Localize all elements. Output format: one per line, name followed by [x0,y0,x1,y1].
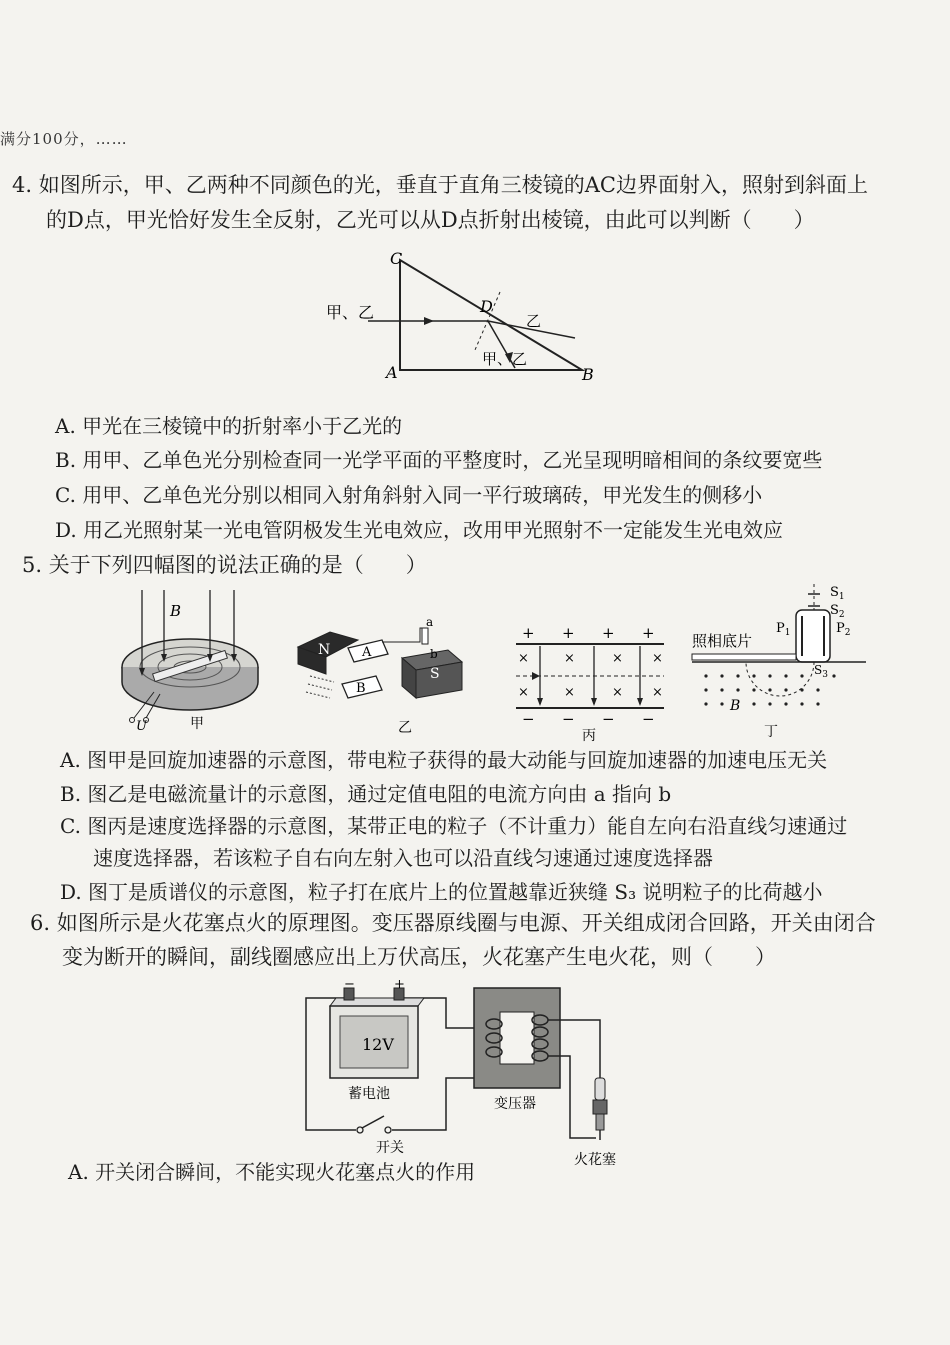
svg-text:×: × [564,651,575,666]
spark-plug-circuit-figure [296,980,646,1170]
header-cut-text: 满分100分，…… [0,130,128,148]
q6-option-a: A. 开关闭合瞬间，不能实现火花塞点火的作用 [68,1160,476,1184]
plate-A-label: A [362,645,372,660]
label-reflected: 甲、乙 [482,350,528,368]
svg-text:×: × [518,651,529,666]
caption-yi: 乙 [398,720,412,736]
svg-text:−: − [562,710,575,728]
q5-option-c-cont: 速度选择器，若该粒子自右向左射入也可以沿直线匀速通过速度选择器 [93,846,713,870]
q6-stem-line2: 变为断开的瞬间，副线圈感应出上万伏高压，火花塞产生电火花，则（ ） [62,945,776,969]
cyclotron-U-label: U [136,719,147,732]
battery-plus-label: + [394,980,405,992]
svg-text:+: + [522,624,535,642]
battery-label: 蓄电池 [348,1086,390,1102]
slit-S2-label: $S_2$ [830,603,845,620]
resistor-b-label: b [430,647,438,661]
battery-voltage-label: 12V [362,1035,394,1054]
q4-number: 4. [12,173,33,197]
svg-text:+: + [562,624,575,642]
label-D: D [480,297,493,316]
caption-bing: 丙 [582,728,596,742]
svg-text:×: × [652,685,663,700]
transformer-label: 变压器 [494,1096,536,1112]
cyclotron-B-label: B [170,602,182,620]
caption-ding: 丁 [764,724,778,740]
label-incoming: 甲、乙 [326,303,375,322]
slit-S1-label: $S_1$ [830,585,845,602]
photo-plate-label: 照相底片 [692,632,753,650]
q4-option-c: C. 用甲、乙单色光分别以相同入射角斜射入同一平行玻璃砖，甲光发生的侧移小 [55,483,763,507]
battery-minus-label: − [344,980,355,992]
svg-text:−: − [642,710,655,728]
spark-plug-label: 火花塞 [574,1152,616,1168]
plate-B-label: B [356,681,366,696]
q5-option-b: B. 图乙是电磁流量计的示意图，通过定值电阻的电流方向由 a 指向 b [60,782,672,806]
flowmeter-figure [290,612,470,737]
label-refracted: 乙 [526,312,542,330]
label-B: B [582,365,594,384]
incident-arrow [424,317,434,325]
magnet-S-label: S [430,666,440,682]
plate-P2-label: $P_2$ [836,621,851,638]
switch-label: 开关 [376,1140,404,1156]
q4-line1 [12,168,868,202]
q5-number: 5. [22,553,43,577]
slit-S3-label: $S_3$ [814,663,828,680]
magnet-N-label: N [318,642,331,658]
label-A: A [386,363,398,382]
svg-text:×: × [612,685,623,700]
q4-option-d: D. 用乙光照射某一光电管阴极发生光电效应，改用甲光照射不一定能发生光电效应 [55,518,784,542]
prism-figure [320,250,610,385]
svg-text:×: × [564,685,575,700]
svg-text:×: × [652,651,663,666]
q5-option-a: A. 图甲是回旋加速器的示意图，带电粒子获得的最大动能与回旋加速器的加速电压无关 [60,748,828,772]
q5-option-d: D. 图丁是质谱仪的示意图，粒子打在底片上的位置越靠近狭缝 S₃ 说明粒子的比荷越小 [60,880,823,904]
svg-text:+: + [642,624,655,642]
resistor-a-label: a [426,615,434,629]
q4-option-a: A. 甲光在三棱镜中的折射率小于乙光的 [55,414,403,438]
q5-stem: 5. 关于下列四幅图的说法正确的是（ ） [22,553,427,577]
q5-option-c: C. 图丙是速度选择器的示意图，某带正电的粒子（不计重力）能自左向右沿直线匀速通过 [60,814,848,838]
svg-text:−: − [602,710,615,728]
plate-P1-label: $P_1$ [776,621,791,638]
svg-text:×: × [612,651,623,666]
svg-text:−: − [522,710,535,728]
q4-stem-line2: 的D点，甲光恰好发生全反射，乙光可以从D点折射出棱镜，由此可以判断（ ） [46,208,815,232]
mass-spectrometer-figure [686,580,876,740]
label-C: C [390,250,403,268]
spectrometer-B-label: B [730,698,741,714]
q6-line1: 6. 如图所示是火花塞点火的原理图。变压器原线圈与电源、开关组成闭合回路，开关由闭合 [30,911,876,935]
q4-stem-line1: 如图所示，甲、乙两种不同颜色的光，垂直于直角三棱镜的AC边界面射入，照射到斜面上 [38,173,868,197]
svg-text:+: + [602,624,615,642]
caption-jia: 甲 [190,716,204,732]
velocity-selector-figure [510,620,670,742]
svg-text:×: × [518,685,529,700]
q6-number: 6. [30,911,51,935]
q4-option-b: B. 用甲、乙单色光分别检查同一光学平面的平整度时，乙光呈现明暗相间的条纹要宽些 [55,448,823,472]
cyclotron-figure [112,582,272,732]
